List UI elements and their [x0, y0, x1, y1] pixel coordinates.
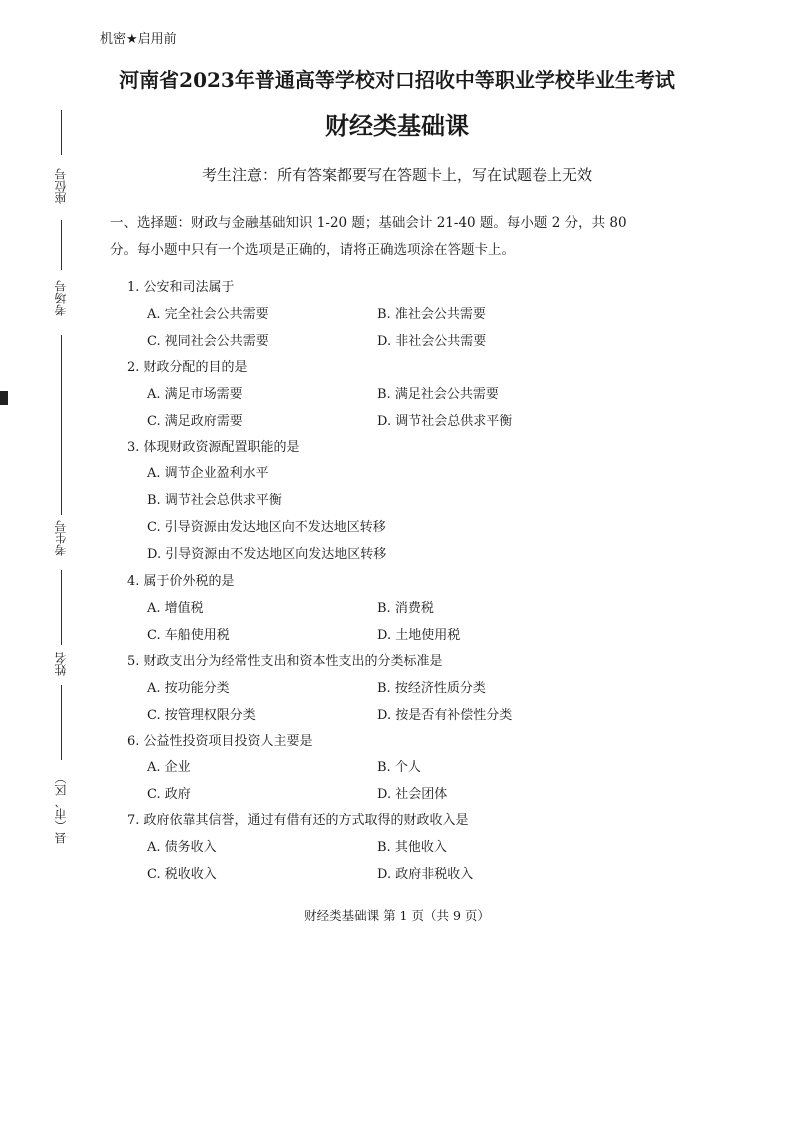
question-7-option-a: A. 债务收入: [147, 840, 217, 855]
question-2-option-b: B. 满足社会公共需要: [377, 387, 499, 402]
question-1-option-b: B. 准社会公共需要: [377, 307, 486, 322]
question-2-option-d: D. 调节社会总供求平衡: [377, 414, 513, 429]
question-2-stem: 2. 财政分配的目的是: [127, 360, 248, 375]
question-6-stem: 6. 公益性投资项目投资人主要是: [127, 734, 313, 749]
exam-room-label: 考场号: [54, 280, 68, 316]
question-2-option-c: C. 满足政府需要: [147, 414, 243, 429]
question-5-option-d: D. 按是否有补偿性分类: [377, 708, 513, 723]
question-3-stem: 3. 体现财政资源配置职能的是: [127, 440, 300, 455]
question-6-option-d: D. 社会团体: [377, 787, 448, 802]
binding-mark: [0, 391, 8, 405]
instruction-line-2: 分。每小题中只有一个选项是正确的，请将正确选项涂在答题卡上。: [110, 242, 515, 258]
question-4-option-d: D. 土地使用税: [377, 628, 461, 643]
secret-mark: 机密★启用前: [100, 32, 177, 47]
section-instructions: [110, 210, 630, 264]
question-4-option-b: B. 消费税: [377, 601, 434, 616]
candidate-notice: 考生注意：所有答案都要写在答题卡上，写在试题卷上无效: [201, 166, 592, 184]
question-5-stem: 5. 财政支出分为经常性支出和资本性支出的分类标准是: [127, 654, 443, 669]
question-1-option-d: D. 非社会公共需要: [377, 334, 487, 349]
question-2-option-a: A. 满足市场需要: [147, 387, 243, 402]
county-label: 县（市、区）: [54, 772, 68, 844]
question-1-stem: 1. 公安和司法属于: [127, 280, 235, 295]
name-label: 姓名: [54, 652, 68, 676]
margin-line: [61, 335, 62, 515]
question-7-option-d: D. 政府非税收入: [377, 867, 474, 882]
question-1-option-c: C. 视同社会公共需要: [147, 334, 269, 349]
page-footer: 财经类基础课 第 1 页（共 9 页）: [304, 908, 490, 923]
question-3-option-b: B. 调节社会总供求平衡: [147, 493, 282, 508]
question-6-option-c: C. 政府: [147, 787, 191, 802]
question-5-option-b: B. 按经济性质分类: [377, 681, 486, 696]
question-7-option-b: B. 其他收入: [377, 840, 447, 855]
question-7-option-c: C. 税收收入: [147, 867, 217, 882]
subject-title: 财经类基础课: [325, 112, 469, 140]
exam-title: 河南省2023年普通高等学校对口招收中等职业学校毕业生考试: [119, 68, 675, 92]
margin-line: [61, 570, 62, 645]
question-3-option-d: D. 引导资源由不发达地区向发达地区转移: [147, 547, 387, 562]
student-id-label: 考生号: [54, 520, 68, 556]
question-1-option-a: A. 完全社会公共需要: [147, 307, 269, 322]
question-5-option-a: A. 按功能分类: [147, 681, 230, 696]
question-4-stem: 4. 属于价外税的是: [127, 574, 235, 589]
instruction-line-1: 一、选择题：财政与金融基础知识 1-20 题；基础会计 21-40 题。每小题 2 分，共 80: [110, 215, 627, 231]
seat-number-label: 座位号: [54, 168, 68, 204]
margin-line: [61, 220, 62, 270]
question-3-option-c: C. 引导资源由发达地区向不发达地区转移: [147, 520, 386, 535]
question-4-option-c: C. 车船使用税: [147, 628, 230, 643]
margin-line: [61, 110, 62, 155]
question-3-option-a: A. 调节企业盈利水平: [147, 466, 269, 481]
question-5-option-c: C. 按管理权限分类: [147, 708, 256, 723]
question-7-stem: 7. 政府依靠其信誉，通过有借有还的方式取得的财政收入是: [127, 813, 469, 828]
question-6-option-b: B. 个人: [377, 760, 421, 775]
margin-line: [61, 685, 62, 760]
question-4-option-a: A. 增值税: [147, 601, 204, 616]
question-6-option-a: A. 企业: [147, 760, 191, 775]
